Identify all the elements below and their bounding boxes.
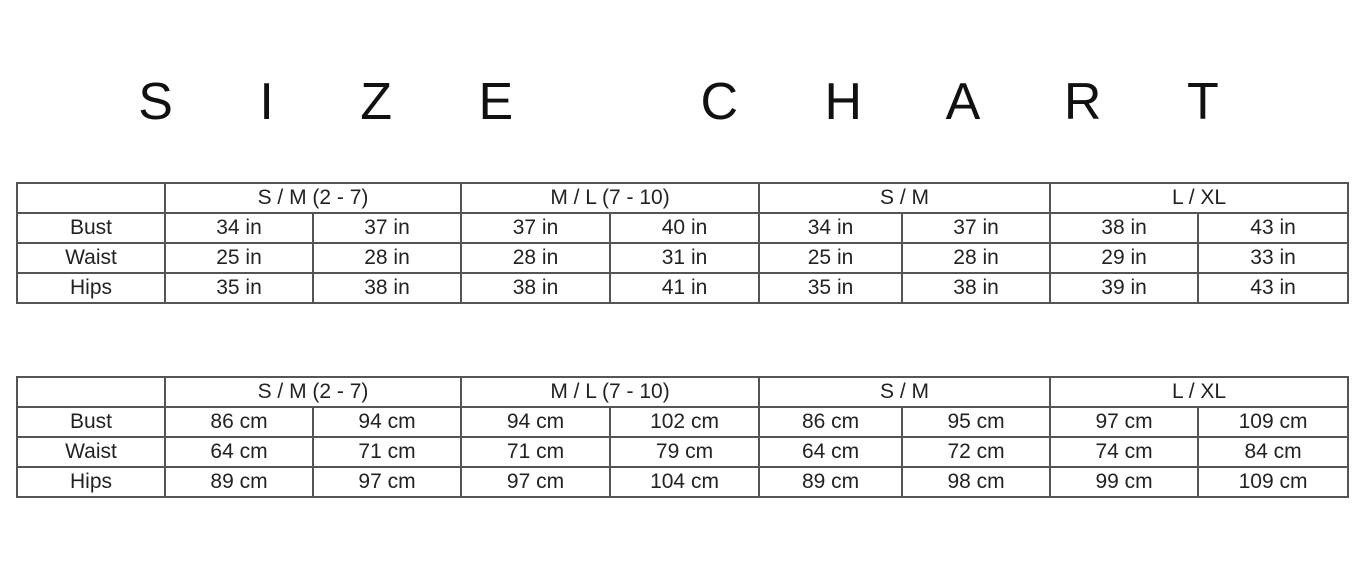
table-cell: 40 in	[610, 213, 759, 243]
table-cell: 104 cm	[610, 467, 759, 497]
header-size-sm-2-7: S / M (2 - 7)	[165, 377, 461, 407]
table-cell: 38 in	[313, 273, 461, 303]
table-cell: 98 cm	[902, 467, 1050, 497]
table-cell: 28 in	[461, 243, 610, 273]
page-title: S I Z E C H A R T	[138, 73, 1255, 131]
table-cell: 95 cm	[902, 407, 1050, 437]
size-table-inches	[16, 182, 1349, 304]
row-label: Bust	[17, 213, 165, 243]
table-cell: 25 in	[759, 243, 902, 273]
table-cell: 74 cm	[1050, 437, 1198, 467]
row-label: Bust	[17, 407, 165, 437]
table-cell: 33 in	[1198, 243, 1348, 273]
row-label: Hips	[17, 273, 165, 303]
table-cell: 25 in	[165, 243, 313, 273]
header-size-lxl: L / XL	[1050, 183, 1348, 213]
size-table-centimeters	[16, 376, 1349, 498]
header-size-ml-7-10: M / L (7 - 10)	[461, 183, 759, 213]
table-cell: 97 cm	[1050, 407, 1198, 437]
table-cell: 38 in	[1050, 213, 1198, 243]
table-cell: 84 cm	[1198, 437, 1348, 467]
table-row-waist	[17, 437, 1348, 467]
table-cell: 43 in	[1198, 213, 1348, 243]
table-cell: 37 in	[313, 213, 461, 243]
row-label: Waist	[17, 437, 165, 467]
table-cell: 99 cm	[1050, 467, 1198, 497]
table-cell: 34 in	[165, 213, 313, 243]
table-cell: 109 cm	[1198, 407, 1348, 437]
table-cell: 97 cm	[313, 467, 461, 497]
table-cell: 72 cm	[902, 437, 1050, 467]
table-cell: 35 in	[165, 273, 313, 303]
header-size-sm: S / M	[759, 377, 1050, 407]
header-size-sm: S / M	[759, 183, 1050, 213]
row-label: Waist	[17, 243, 165, 273]
table-cell: 29 in	[1050, 243, 1198, 273]
table-cell: 37 in	[902, 213, 1050, 243]
table-cell: 89 cm	[165, 467, 313, 497]
header-size-lxl: L / XL	[1050, 377, 1348, 407]
table-cell: 64 cm	[759, 437, 902, 467]
table-cell: 86 cm	[759, 407, 902, 437]
table-cell: 102 cm	[610, 407, 759, 437]
table-cell: 97 cm	[461, 467, 610, 497]
header-size-ml-7-10: M / L (7 - 10)	[461, 377, 759, 407]
table-cell: 38 in	[902, 273, 1050, 303]
table-row-hips	[17, 467, 1348, 497]
header-size-sm-2-7: S / M (2 - 7)	[165, 183, 461, 213]
header-empty-cell	[17, 183, 165, 213]
table-cell: 38 in	[461, 273, 610, 303]
table-row-bust	[17, 407, 1348, 437]
table-cell: 79 cm	[610, 437, 759, 467]
table-cell: 28 in	[902, 243, 1050, 273]
table-header-row	[17, 377, 1348, 407]
table-cell: 86 cm	[165, 407, 313, 437]
row-label: Hips	[17, 467, 165, 497]
table-cell: 43 in	[1198, 273, 1348, 303]
table-row-hips	[17, 273, 1348, 303]
table-cell: 35 in	[759, 273, 902, 303]
table-cell: 94 cm	[461, 407, 610, 437]
table-cell: 89 cm	[759, 467, 902, 497]
table-cell: 71 cm	[461, 437, 610, 467]
table-cell: 31 in	[610, 243, 759, 273]
table-cell: 28 in	[313, 243, 461, 273]
table-row-bust	[17, 213, 1348, 243]
table-cell: 109 cm	[1198, 467, 1348, 497]
table-header-row	[17, 183, 1348, 213]
table-cell: 71 cm	[313, 437, 461, 467]
header-empty-cell	[17, 377, 165, 407]
table-cell: 94 cm	[313, 407, 461, 437]
table-cell: 34 in	[759, 213, 902, 243]
table-cell: 37 in	[461, 213, 610, 243]
table-cell: 41 in	[610, 273, 759, 303]
table-row-waist	[17, 243, 1348, 273]
table-cell: 39 in	[1050, 273, 1198, 303]
table-cell: 64 cm	[165, 437, 313, 467]
